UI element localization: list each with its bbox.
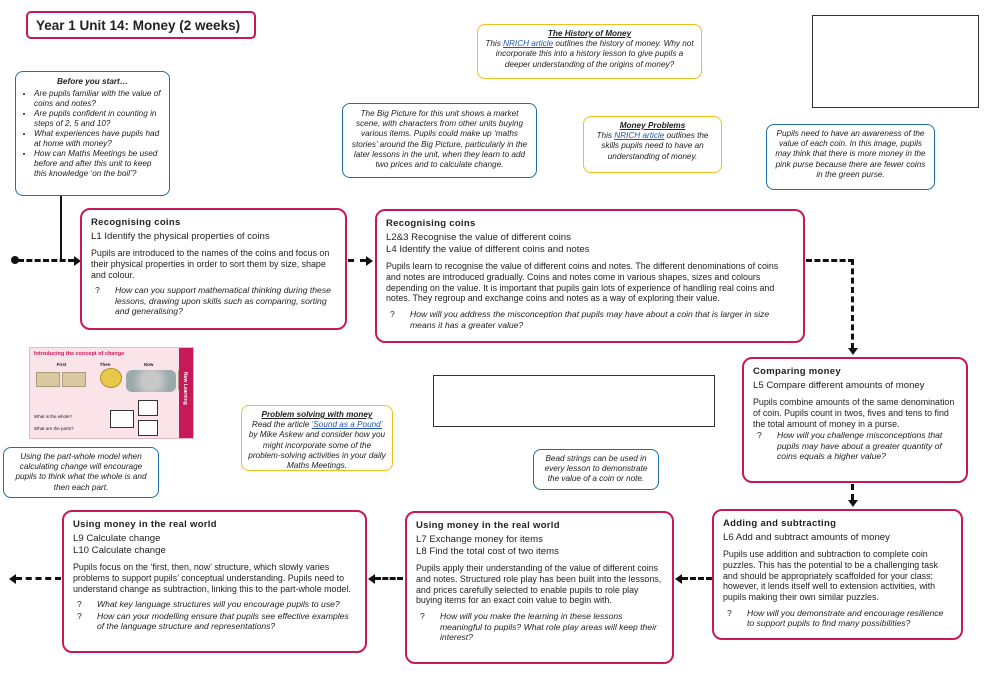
part-whole-note	[3, 447, 159, 498]
problem-solving-heading: Problem solving with money	[261, 410, 373, 419]
section-recognising-coins-2	[375, 209, 805, 343]
lesson-item: L4 Identify the value of different coins and notes	[386, 244, 590, 255]
connector-line	[60, 196, 62, 260]
big-picture-text: The Big Picture for this unit shows a market scene, with characters from other units buying various items. Pupils could make up ‘maths stories’ around the Big Picture, particularly in the later lessons in the unit, when they learn to add two prices and to calculate change.	[351, 109, 528, 170]
before-list	[22, 89, 163, 179]
banknote-icon	[62, 372, 86, 387]
flow-arrow	[851, 484, 854, 500]
before-item: • What experiences have pupils had at home with money?	[34, 129, 163, 149]
before-item: • Are pupils familiar with the value of coins and notes?	[34, 89, 163, 109]
question-mark: ?	[727, 607, 732, 618]
lesson-item: L8 Find the total cost of two items	[416, 546, 559, 557]
reflection-question	[723, 608, 952, 629]
reflection-question	[73, 611, 356, 632]
lesson-item: L9 Calculate change	[73, 533, 161, 544]
lesson-item: L1 Identify the physical properties of coins	[91, 231, 270, 242]
problems-nrich-link[interactable]: NRICH article	[614, 131, 665, 141]
reflection-question	[416, 611, 663, 642]
question-mark: ?	[77, 610, 82, 621]
before-item: • Are pupils confident in counting in steps of 2, 5 and 10?	[34, 109, 163, 129]
reflection-question	[73, 599, 356, 609]
slide-columns	[40, 362, 170, 367]
purse-text: Pupils need to have an awareness of the value of each coin. In this image, pupils may think that there is more money in the pink purse because there are fewer coins in the green purse.	[775, 129, 926, 179]
flow-arrowhead	[848, 500, 858, 507]
slide-question: What are the parts?	[34, 426, 74, 431]
section-comparing-money	[742, 357, 968, 483]
purse-note	[766, 124, 935, 190]
money-problems-text	[590, 131, 715, 162]
bead-strings-text: Bead strings can be used in every lesson to demonstrate the value of a coin or note.	[544, 454, 648, 484]
flow-arrow	[16, 577, 61, 580]
section-description: Pupils use addition and subtraction to complete coin puzzles. This has the potential to be a challenging task and should be appropriately scaffolded for your class; however, it lends itself well to extension activities, with pupils making their own similar puzzles.	[723, 549, 938, 603]
question-mark: ?	[95, 285, 100, 296]
slide-question: What is the whole?	[34, 414, 73, 419]
flow-arrow	[348, 259, 366, 262]
reflection-question	[386, 309, 794, 330]
before-heading: Before you start…	[57, 77, 128, 86]
money-problems-note	[583, 116, 722, 173]
flow-arrowhead	[9, 574, 16, 584]
slide-header: Introducing the concept of change	[34, 351, 125, 357]
blank-image-placeholder	[433, 375, 715, 427]
page-title	[26, 11, 256, 39]
flow-arrowhead	[675, 574, 682, 584]
page-title-text: Year 1 Unit 14: Money (2 weeks)	[36, 18, 241, 33]
slide-col-label: First	[56, 362, 67, 367]
problem-solving-note	[241, 405, 393, 471]
part-whole-model-icon	[138, 420, 158, 436]
ps-post: by Mike Askew and consider how you might incorporate some of the problem-solving activities in your daily Maths Meetings.	[248, 430, 386, 471]
question-text: How will you make the learning in these lessons meaningful to pupils? What role play areas will keep their interest?	[440, 611, 657, 642]
question-text: How will you demonstrate and encourage resilience to support pupils to find many possibilities?	[747, 607, 944, 629]
history-pre: This	[485, 39, 504, 49]
section-title: Using money in the real world	[73, 519, 217, 530]
bead-strings-note	[533, 449, 659, 490]
before-you-start-note	[15, 71, 170, 196]
change-slide-thumbnail	[29, 347, 194, 439]
part-whole-text: Using the part-whole model when calculating change will encourage pupils to think what the whole is and then each part.	[15, 452, 147, 492]
section-real-world-1	[405, 511, 674, 664]
slide-side-banner	[179, 348, 193, 439]
flow-arrowhead	[368, 574, 375, 584]
question-text: What key language structures will you encourage pupils to use?	[97, 599, 340, 610]
history-text	[484, 39, 695, 70]
flow-arrow	[851, 259, 854, 349]
history-heading: The History of Money	[547, 29, 632, 38]
slide-side-text: New Learning	[182, 372, 188, 405]
question-text: How will you challenge misconceptions that pupils may have about a greater quantity of coins equals a higher value?	[777, 430, 943, 462]
big-picture-note	[342, 103, 537, 178]
lesson-item: L2&3 Recognise the value of different coins	[386, 232, 571, 243]
lesson-item: L6 Add and subtract amounts of money	[723, 532, 890, 543]
ps-pre: Read the article	[251, 420, 312, 430]
question-mark: ?	[757, 430, 762, 441]
problem-solving-text	[248, 420, 386, 471]
lesson-item: L10 Calculate change	[73, 545, 166, 556]
history-nrich-link[interactable]: NRICH article	[503, 39, 554, 49]
coins-icon	[126, 370, 176, 392]
slide-col-label: Then	[99, 362, 111, 367]
flow-arrow	[375, 577, 403, 580]
section-recognising-coins-1	[80, 208, 347, 330]
before-item: • How can Maths Meetings be used before and after this unit to keep this knowledge ‘on the boil’?	[34, 149, 163, 179]
section-description: Pupils learn to recognise the value of different coins and notes. The different denominations of coins and notes are introduced gradually. Coins and notes come in various shapes, sizes and colours depending on the value. It is important that pupils gain lots of experience of handling real coins and notes. They regroup and exchange coins and notes as a way of exploring their value.	[386, 261, 779, 304]
section-title: Recognising coins	[386, 218, 476, 229]
question-text: How can you support mathematical thinking during these lessons, drawing upon skills such as comparing, sorting and generalising?	[115, 285, 331, 317]
banknote-icon	[36, 372, 60, 387]
question-mark: ?	[390, 309, 395, 320]
question-text: How can your modelling ensure that pupils see effective examples of the language structure and representations?	[97, 610, 349, 632]
problems-pre: This	[596, 131, 615, 141]
section-description: Pupils are introduced to the names of the coins and focus on their physical properties in order to sort them by size, shape and colour.	[91, 248, 330, 280]
section-title: Recognising coins	[91, 217, 181, 228]
section-title: Using money in the real world	[416, 520, 560, 531]
section-description: Pupils focus on the ‘first, then, now’ structure, which slowly varies problems to support pupils’ conceptual understanding. Pupils need to understand change as subtraction, linking this to the part-whole model.	[73, 562, 351, 594]
question-text: How will you address the misconception that pupils may have about a coin that is larger in size means it has a greater value?	[410, 309, 770, 330]
slide-col-label: Now	[143, 362, 154, 367]
part-whole-model-icon	[138, 400, 158, 416]
flow-arrow	[18, 259, 74, 262]
sound-as-a-pound-link[interactable]: ‘Sound as a Pound’	[311, 420, 383, 430]
lesson-item: L7 Exchange money for items	[416, 534, 543, 545]
flow-arrow	[682, 577, 712, 580]
coins-icon	[100, 368, 122, 388]
question-mark: ?	[77, 599, 82, 610]
history-post: outlines the history of money. Why not incorporate this into a history lesson to give pupils a deeper understanding of the origins of money?	[495, 39, 694, 69]
flow-arrowhead	[848, 348, 858, 355]
reflection-question	[753, 430, 957, 461]
section-real-world-2	[62, 510, 367, 653]
problems-post: outlines the skills pupils need to have an understanding of money.	[601, 131, 709, 161]
reflection-question	[91, 285, 336, 316]
flow-arrowhead	[366, 256, 373, 266]
section-adding-subtracting	[712, 509, 963, 640]
section-title: Comparing money	[753, 366, 841, 377]
purse-image-placeholder	[812, 15, 979, 108]
lesson-item: L5 Compare different amounts of money	[753, 380, 925, 391]
history-of-money-note	[477, 24, 702, 79]
money-problems-heading: Money Problems	[619, 121, 686, 130]
question-mark: ?	[420, 611, 425, 622]
section-description: Pupils combine amounts of the same denomination of coin. Pupils count in twos, fives and tens to find the total amount of money in a purse.	[753, 397, 955, 429]
part-whole-model-icon	[110, 410, 134, 428]
section-title: Adding and subtracting	[723, 518, 837, 529]
section-description: Pupils apply their understanding of the value of different coins and notes. Structured role play has been built into the lessons, and prices carefully selected to enable pupils to role play buying items for an exact coin value to begin with.	[416, 563, 662, 606]
flow-arrow	[806, 259, 854, 262]
